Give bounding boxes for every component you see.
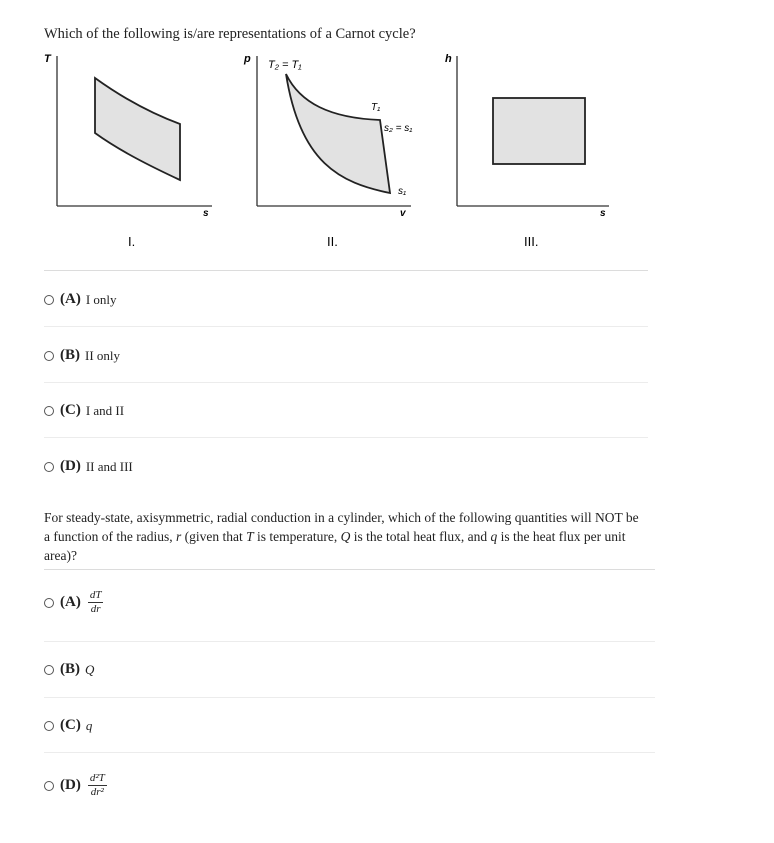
diagram-3-y-label: h	[445, 53, 452, 65]
divider	[44, 382, 648, 383]
diagram-2-roman: II.	[327, 234, 338, 249]
diagram-2-x-label: v	[400, 208, 406, 219]
divider	[44, 752, 655, 753]
diagram-2-right-label: s₂ = s₁	[384, 123, 413, 134]
radio-icon[interactable]	[44, 462, 54, 472]
question-2-prompt: For steady-state, axisymmetric, radial conduction in a cylinder, which of the following quantities will NOT be a function of the radius, r (given that T is temperature, Q is the total heat flux, and q is the heat flux per unit area)?	[44, 510, 639, 563]
radio-icon[interactable]	[44, 406, 54, 416]
radio-icon[interactable]	[44, 721, 54, 731]
q1-option-a[interactable]: (A) I only	[44, 291, 117, 308]
divider	[44, 270, 648, 271]
diagram-3-roman: III.	[524, 234, 539, 249]
divider	[44, 437, 648, 438]
fraction: $\frac{\text{d²T}}{\text{dr²}}$	[89, 772, 105, 798]
diagram-2-top-label: T₂ = T₁	[268, 59, 302, 71]
diagram-2	[243, 53, 412, 249]
diagram-3-cycle	[493, 98, 585, 164]
radio-icon[interactable]	[44, 351, 54, 361]
q2-option-d[interactable]: (D) $\frac{\text{d²T}}{\text{dr²}}$	[44, 772, 107, 799]
q1-option-c[interactable]: (C) I and II	[44, 402, 124, 419]
diagram-1-roman: I.	[128, 234, 136, 249]
divider	[44, 697, 655, 698]
q2-option-a[interactable]: (A) $\frac{dT}{dr}$	[44, 589, 103, 616]
diagram-1-y-label: T	[44, 53, 51, 65]
q2-option-b[interactable]: (B) Q	[44, 661, 94, 678]
divider	[44, 641, 655, 642]
diagram-1	[44, 53, 212, 249]
diagram-2-y-label: p	[244, 53, 251, 65]
question-1-prompt: Which of the following is/are representations of a Carnot cycle?	[44, 26, 416, 42]
diagram-1-cycle	[95, 78, 180, 180]
diagram-1-x-label: s	[203, 208, 209, 219]
diagram-3	[445, 53, 609, 249]
q2-option-c[interactable]: (C) q	[44, 717, 92, 734]
radio-icon[interactable]	[44, 665, 54, 675]
diagram-2-cycle	[286, 74, 390, 193]
diagram-3-x-label: s	[600, 208, 606, 219]
radio-icon[interactable]	[44, 295, 54, 305]
divider	[44, 569, 655, 570]
radio-icon[interactable]	[44, 598, 54, 608]
diagram-2-mid-label: T₁	[371, 102, 381, 113]
divider	[44, 326, 648, 327]
diagram-2-bottom-label: s₁	[398, 186, 407, 197]
q1-option-b[interactable]: (B) II only	[44, 347, 120, 364]
radio-icon[interactable]	[44, 781, 54, 791]
carnot-diagrams	[0, 48, 774, 263]
fraction: $\frac{dT}{dr}$	[89, 589, 102, 615]
q1-option-d[interactable]: (D) II and III	[44, 458, 133, 475]
